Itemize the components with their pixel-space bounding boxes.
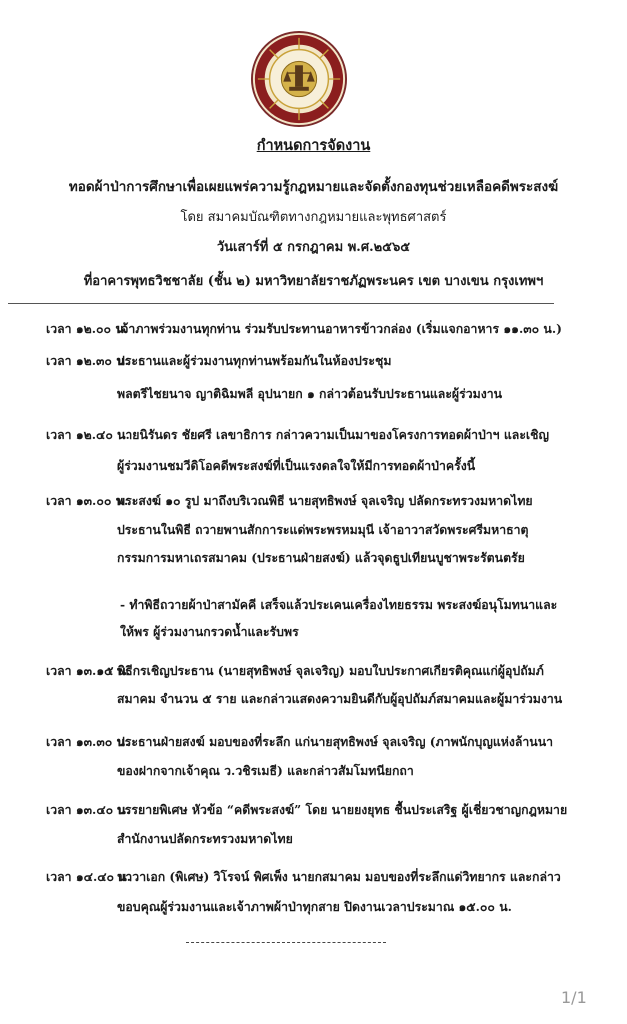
schedule-time: เวลา ๑๓.๔๐ น. bbox=[46, 802, 131, 817]
schedule-text: ของฝากจากเจ้าคุณ ว.วชิรเมธี) และกล่าวสัมโมทนียกถา bbox=[117, 763, 414, 778]
schedule-text: สำนักงานปลัดกระทรวงมหาดไทย bbox=[117, 831, 293, 846]
schedule-text: พิธีกรเชิญประธาน (นายสุทธิพงษ์ จุลเจริญ) มอบใบประกาศเกียรติคุณแก่ผู้อุปถัมภ์ bbox=[117, 663, 544, 678]
schedule-text: ขอบคุณผู้ร่วมงานและเจ้าภาพผ้าป่าทุกสาย ปิดงานเวลาประมาณ ๑๕.๐๐ น. bbox=[117, 899, 512, 914]
schedule-time: เวลา ๑๒.๐๐ น. bbox=[46, 321, 129, 336]
association-emblem-icon bbox=[250, 30, 348, 128]
schedule-time: เวลา ๑๓.๐๐ น. bbox=[46, 493, 129, 508]
schedule-note: ให้พร ผู้ร่วมงานกรวดน้ำและรับพร bbox=[120, 624, 299, 639]
schedule-text: พระสงฆ์ ๑๐ รูป มาถึงบริเวณพิธี นายสุทธิพงษ์ จุลเจริญ ปลัดกระทรวงมหาดไทย bbox=[117, 493, 533, 508]
schedule-time: เวลา ๑๔.๔๐ น. bbox=[46, 869, 132, 884]
schedule-text: กรรมการมหาเถรสมาคม (ประธานฝ่ายสงฆ์) แล้วจุดธูปเทียนบูชาพระรัตนตรัย bbox=[117, 550, 525, 565]
event-name: ทอดผ้าป่าการศึกษาเพื่อเผยแพร่ความรู้กฎหมายและจัดตั้งกองทุนช่วยเหลือคดีพระสงฆ์ bbox=[68, 179, 559, 195]
schedule-note: - ทำพิธีถวายผ้าป่าสามัคคี เสร็จแล้วประเคนเครื่องไทยธรรม พระสงฆ์อนุโมทนาและ bbox=[120, 597, 558, 612]
schedule-text: นายนิรันดร ชัยศรี เลขาธิการ กล่าวความเป็นมาของโครงการทอดผ้าป่าฯ และเชิญ bbox=[117, 427, 549, 442]
header-divider bbox=[8, 303, 554, 304]
page-indicator: 1/1 bbox=[561, 988, 587, 1007]
schedule-text: พลตรีไชยนาจ ญาติฉิมพลี อุปนายก ๑ กล่าวต้อนรับประธานและผู้ร่วมงาน bbox=[117, 386, 503, 401]
schedule-time: เวลา ๑๒.๔๐ น. bbox=[46, 427, 130, 442]
schedule-text: ประธานฝ่ายสงฆ์ มอบของที่ระลึก แก่นายสุทธิพงษ์ จุลเจริญ (ภาพนักบุญแห่งล้านนา bbox=[117, 734, 554, 749]
schedule-text: เจ้าภาพร่วมงานทุกท่าน ร่วมรับประทานอาหารข้าวกล่อง (เริ่มแจกอาหาร ๑๑.๓๐ น.) bbox=[117, 321, 562, 336]
schedule-time: เวลา ๑๒.๓๐ น. bbox=[46, 353, 129, 368]
schedule-text: ผู้ร่วมงานชมวีดิโอคดีพระสงฆ์ที่เป็นแรงดลใจให้มีการทอดผ้าป่าครั้งนี้ bbox=[117, 458, 476, 473]
schedule-text: ประธานในพิธี ถวายพานสักการะแด่พระพรหมมุนี เจ้าอาวาสวัดพระศรีมหาธาตุ bbox=[117, 522, 529, 537]
event-venue: ที่อาคารพุทธวิชชาลัย (ชั้น ๒) มหาวิทยาลัยราชภัฏพระนคร เขต บางเขน กรุงเทพฯ bbox=[83, 274, 544, 289]
schedule-time: เวลา ๑๓.๑๕ น. bbox=[46, 663, 131, 678]
event-date: วันเสาร์ที่ ๕ กรกฎาคม พ.ศ.๒๕๖๕ bbox=[216, 240, 411, 255]
organizer: โดย สมาคมบัณฑิตทางกฎหมายและพุทธศาสตร์ bbox=[180, 210, 447, 225]
schedule-text: บรรยายพิเศษ หัวข้อ “คดีพระสงฆ์” โดย นายยงยุทธ ชื้นประเสริฐ ผู้เชี่ยวชาญกฎหมาย bbox=[117, 802, 568, 817]
schedule-title: กำหนดการจัดงาน bbox=[256, 137, 371, 154]
schedule-text: นาวาเอก (พิเศษ) วิโรจน์ พิศเพ็ง นายกสมาคม มอบของที่ระลึกแด่วิทยากร และกล่าว bbox=[117, 869, 561, 884]
schedule-text: สมาคม จำนวน ๕ ราย และกล่าวแสดงความยินดีกับผู้อุปถัมภ์สมาคมและผู้มาร่วมงาน bbox=[117, 691, 563, 706]
schedule-text: ประธานและผู้ร่วมงานทุกท่านพร้อมกันในห้องประชุม bbox=[117, 353, 392, 368]
schedule-time: เวลา ๑๓.๓๐ น. bbox=[46, 734, 130, 749]
end-divider bbox=[186, 942, 386, 943]
